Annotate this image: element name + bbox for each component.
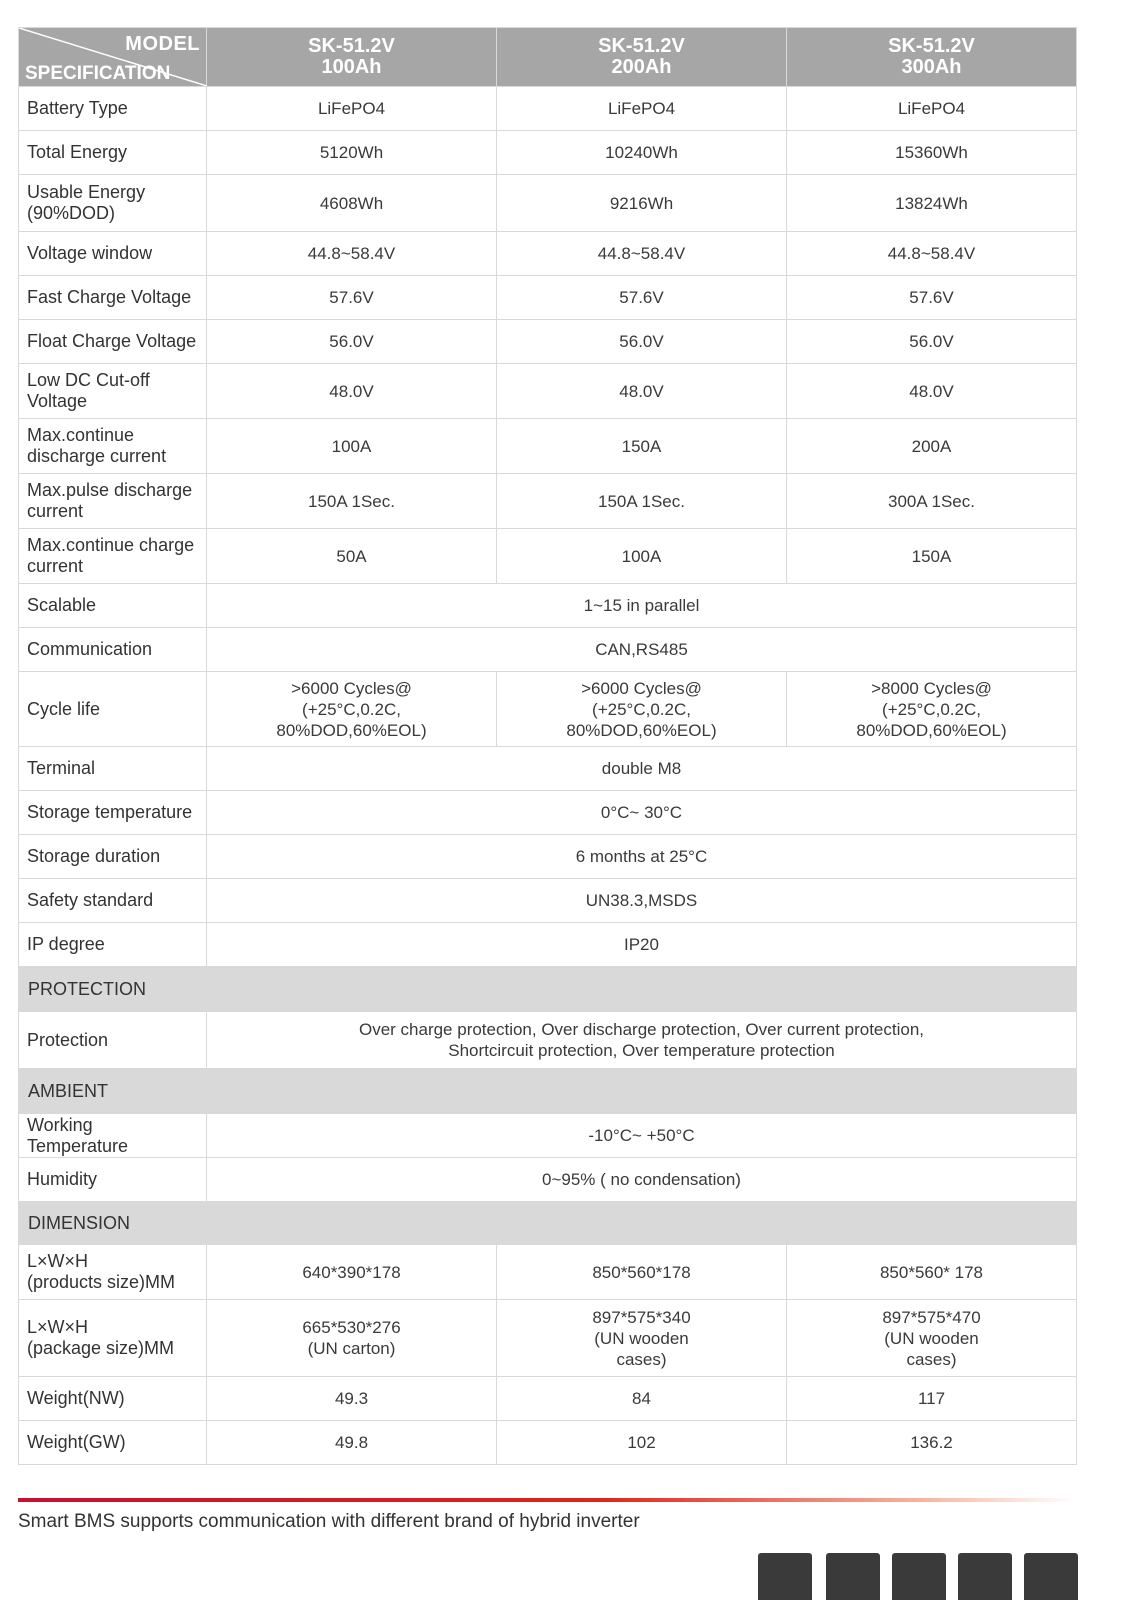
row-value: LiFePO4 <box>207 87 497 131</box>
row-value: 897*575*340 (UN wooden cases) <box>497 1300 787 1377</box>
footer-caption: Smart BMS supports communication with different brand of hybrid inverter <box>18 1511 640 1532</box>
table-row <box>19 232 1077 276</box>
row-value-merged: 6 months at 25°C <box>207 835 1077 879</box>
row-label: Weight(NW) <box>19 1377 207 1421</box>
row-value: 665*530*276 (UN carton) <box>207 1300 497 1377</box>
row-label: Cycle life <box>19 672 207 747</box>
row-label: Terminal <box>19 747 207 791</box>
table-row <box>19 419 1077 474</box>
row-label: Max.continue discharge current <box>19 419 207 474</box>
table-row <box>19 87 1077 131</box>
row-value: 300A 1Sec. <box>787 474 1077 529</box>
row-value: 49.3 <box>207 1377 497 1421</box>
row-value: 44.8~58.4V <box>787 232 1077 276</box>
row-label: L×W×H (products size)MM <box>19 1245 207 1300</box>
row-label: IP degree <box>19 923 207 967</box>
row-value: 10240Wh <box>497 131 787 175</box>
row-value: 84 <box>497 1377 787 1421</box>
spec-table <box>18 27 1077 1465</box>
section-title: AMBIENT <box>19 1069 1077 1114</box>
spec-table-container <box>18 27 1076 1465</box>
row-value: LiFePO4 <box>787 87 1077 131</box>
row-label: Communication <box>19 628 207 672</box>
section-header-ambient <box>19 1069 1077 1114</box>
row-label: Max.continue charge current <box>19 529 207 584</box>
row-value: 100A <box>497 529 787 584</box>
row-value: 13824Wh <box>787 175 1077 232</box>
table-row <box>19 879 1077 923</box>
table-row <box>19 923 1077 967</box>
certification-logo-icon <box>826 1553 880 1600</box>
row-value: >6000 Cycles@ (+25°C,0.2C, 80%DOD,60%EOL) <box>497 672 787 747</box>
row-value-merged: 1~15 in parallel <box>207 584 1077 628</box>
section-header-protection <box>19 967 1077 1012</box>
table-row <box>19 276 1077 320</box>
row-value-merged: 0~95% ( no condensation) <box>207 1158 1077 1202</box>
row-value: 49.8 <box>207 1421 497 1465</box>
row-value: 9216Wh <box>497 175 787 232</box>
row-label: Storage temperature <box>19 791 207 835</box>
certification-logo-icon <box>958 1553 1012 1600</box>
table-row <box>19 529 1077 584</box>
table-row <box>19 1012 1077 1069</box>
row-value: 50A <box>207 529 497 584</box>
model-header-100ah: SK-51.2V 100Ah <box>207 28 497 87</box>
row-value-merged: double M8 <box>207 747 1077 791</box>
table-row <box>19 672 1077 747</box>
table-row <box>19 1114 1077 1158</box>
table-row <box>19 747 1077 791</box>
row-value: 5120Wh <box>207 131 497 175</box>
row-value: 56.0V <box>497 320 787 364</box>
certification-logo-icon <box>1024 1553 1078 1600</box>
row-value: 15360Wh <box>787 131 1077 175</box>
row-label: Scalable <box>19 584 207 628</box>
row-value: 56.0V <box>787 320 1077 364</box>
table-row <box>19 628 1077 672</box>
table-row <box>19 1158 1077 1202</box>
row-label: Working Temperature <box>19 1114 207 1158</box>
row-value-merged: IP20 <box>207 923 1077 967</box>
row-label: Battery Type <box>19 87 207 131</box>
model-header-200ah: SK-51.2V 200Ah <box>497 28 787 87</box>
footer-accent-divider <box>18 1498 1076 1502</box>
table-row <box>19 364 1077 419</box>
row-value: 57.6V <box>207 276 497 320</box>
row-value-merged: -10°C~ +50°C <box>207 1114 1077 1158</box>
row-label: Weight(GW) <box>19 1421 207 1465</box>
table-row <box>19 1300 1077 1377</box>
row-label: Humidity <box>19 1158 207 1202</box>
row-label: Max.pulse discharge current <box>19 474 207 529</box>
table-row <box>19 131 1077 175</box>
row-value: 57.6V <box>497 276 787 320</box>
row-value: 136.2 <box>787 1421 1077 1465</box>
certification-logo-icon <box>892 1553 946 1600</box>
row-value: 44.8~58.4V <box>497 232 787 276</box>
row-value: 200A <box>787 419 1077 474</box>
row-value: 48.0V <box>207 364 497 419</box>
row-label: Total Energy <box>19 131 207 175</box>
row-label: Protection <box>19 1012 207 1069</box>
row-value: 57.6V <box>787 276 1077 320</box>
row-value: 150A 1Sec. <box>497 474 787 529</box>
table-row <box>19 1421 1077 1465</box>
row-value: 850*560* 178 <box>787 1245 1077 1300</box>
header-corner-cell <box>19 28 207 87</box>
row-value: 150A 1Sec. <box>207 474 497 529</box>
row-label: Safety standard <box>19 879 207 923</box>
row-label: L×W×H (package size)MM <box>19 1300 207 1377</box>
row-value: 640*390*178 <box>207 1245 497 1300</box>
specification-label: SPECIFICATION <box>25 63 171 84</box>
row-value-merged: UN38.3,MSDS <box>207 879 1077 923</box>
row-value: >6000 Cycles@ (+25°C,0.2C, 80%DOD,60%EOL) <box>207 672 497 747</box>
table-row <box>19 175 1077 232</box>
row-value: 100A <box>207 419 497 474</box>
row-label: Voltage window <box>19 232 207 276</box>
row-value: 48.0V <box>787 364 1077 419</box>
certification-logo-icon <box>758 1553 812 1600</box>
row-label: Fast Charge Voltage <box>19 276 207 320</box>
section-title: PROTECTION <box>19 967 1077 1012</box>
model-label: MODEL <box>125 33 200 55</box>
row-value: 56.0V <box>207 320 497 364</box>
table-row <box>19 584 1077 628</box>
row-value-merged: CAN,RS485 <box>207 628 1077 672</box>
row-value: 897*575*470 (UN wooden cases) <box>787 1300 1077 1377</box>
section-header-dimension <box>19 1202 1077 1245</box>
table-header-row <box>19 28 1077 87</box>
row-value: LiFePO4 <box>497 87 787 131</box>
table-row <box>19 791 1077 835</box>
section-title: DIMENSION <box>19 1202 1077 1245</box>
row-value-merged: 0°C~ 30°C <box>207 791 1077 835</box>
row-label: Float Charge Voltage <box>19 320 207 364</box>
row-value: >8000 Cycles@ (+25°C,0.2C, 80%DOD,60%EOL) <box>787 672 1077 747</box>
model-header-300ah: SK-51.2V 300Ah <box>787 28 1077 87</box>
row-label: Storage duration <box>19 835 207 879</box>
row-label: Low DC Cut-off Voltage <box>19 364 207 419</box>
table-row <box>19 835 1077 879</box>
table-row <box>19 474 1077 529</box>
row-value: 850*560*178 <box>497 1245 787 1300</box>
row-value: 4608Wh <box>207 175 497 232</box>
row-value: 44.8~58.4V <box>207 232 497 276</box>
row-value: 150A <box>497 419 787 474</box>
row-value: 102 <box>497 1421 787 1465</box>
table-row <box>19 1245 1077 1300</box>
table-row <box>19 1377 1077 1421</box>
table-row <box>19 320 1077 364</box>
row-value-merged: Over charge protection, Over discharge protection, Over current protection, Shortcircuit protection, Over temperature protection <box>207 1012 1077 1069</box>
row-label: Usable Energy (90%DOD) <box>19 175 207 232</box>
row-value: 48.0V <box>497 364 787 419</box>
row-value: 150A <box>787 529 1077 584</box>
row-value: 117 <box>787 1377 1077 1421</box>
